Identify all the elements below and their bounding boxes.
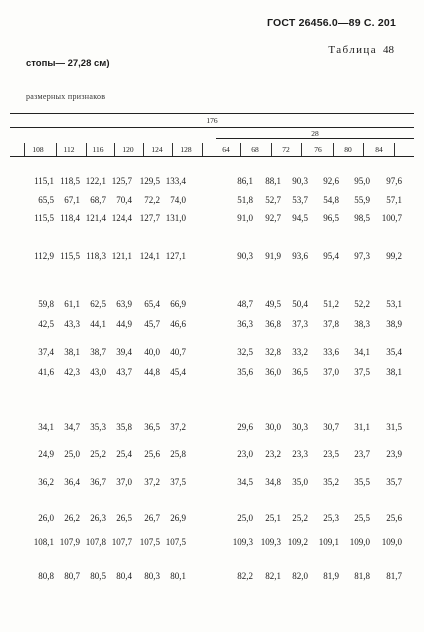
table-cell: 107,8 bbox=[85, 537, 106, 547]
table-cell: 25,0 bbox=[64, 449, 80, 459]
column-header: 84 bbox=[375, 145, 383, 154]
table-cell: 90,3 bbox=[292, 176, 308, 186]
table-cell: 38,1 bbox=[386, 367, 402, 377]
table-cell: 43,7 bbox=[116, 367, 132, 377]
table-cell: 34,8 bbox=[265, 477, 281, 487]
table-cell: 50,4 bbox=[292, 299, 308, 309]
table-cell: 37,2 bbox=[144, 477, 160, 487]
table-cell: 129,5 bbox=[139, 176, 160, 186]
table-cell: 121,1 bbox=[111, 251, 132, 261]
subheading: размерных признаков bbox=[26, 92, 106, 101]
table-cell: 33,6 bbox=[323, 347, 339, 357]
table-cell: 108,1 bbox=[33, 537, 54, 547]
table-cell: 38,7 bbox=[90, 347, 106, 357]
table-cell: 25,2 bbox=[292, 513, 308, 523]
table-cell: 55,9 bbox=[354, 195, 370, 205]
table-cell: 70,4 bbox=[116, 195, 132, 205]
table-cell: 26,9 bbox=[170, 513, 186, 523]
table-word: Таблица bbox=[328, 44, 377, 56]
table-cell: 36,7 bbox=[90, 477, 106, 487]
table-cell: 92,7 bbox=[265, 213, 281, 223]
table-cell: 33,2 bbox=[292, 347, 308, 357]
table-cell: 80,1 bbox=[170, 571, 186, 581]
table-cell: 95,0 bbox=[354, 176, 370, 186]
table-cell: 42,5 bbox=[38, 319, 54, 329]
table-cell: 124,1 bbox=[139, 251, 160, 261]
table-cell: 41,6 bbox=[38, 367, 54, 377]
table-cell: 36,3 bbox=[237, 319, 253, 329]
table-cell: 36,2 bbox=[38, 477, 54, 487]
table-cell: 35,4 bbox=[386, 347, 402, 357]
table-cell: 24,9 bbox=[38, 449, 54, 459]
table-cell: 57,1 bbox=[386, 195, 402, 205]
table-cell: 99,2 bbox=[386, 251, 402, 261]
table-cell: 80,8 bbox=[38, 571, 54, 581]
column-header: 72 bbox=[282, 145, 290, 154]
table-cell: 23,2 bbox=[265, 449, 281, 459]
table-cell: 94,5 bbox=[292, 213, 308, 223]
table-cell: 44,9 bbox=[116, 319, 132, 329]
table-cell: 44,8 bbox=[144, 367, 160, 377]
table-cell: 23,7 bbox=[354, 449, 370, 459]
column-divider bbox=[301, 143, 302, 156]
table-cell: 82,1 bbox=[265, 571, 281, 581]
table-cell: 35,7 bbox=[386, 477, 402, 487]
table-cell: 115,5 bbox=[60, 251, 80, 261]
table-cell: 25,1 bbox=[265, 513, 281, 523]
table-cell: 52,2 bbox=[354, 299, 370, 309]
table-cell: 62,5 bbox=[90, 299, 106, 309]
column-header: 108 bbox=[32, 145, 44, 154]
table-cell: 25,5 bbox=[354, 513, 370, 523]
table-cell: 65,4 bbox=[144, 299, 160, 309]
column-divider bbox=[394, 143, 395, 156]
table-cell: 25,6 bbox=[144, 449, 160, 459]
table-cell: 133,4 bbox=[165, 176, 186, 186]
table-cell: 107,5 bbox=[139, 537, 160, 547]
table-cell: 35,2 bbox=[323, 477, 339, 487]
table-cell: 23,9 bbox=[386, 449, 402, 459]
table-cell: 37,5 bbox=[354, 367, 370, 377]
table-cell: 34,5 bbox=[237, 477, 253, 487]
table-cell: 43,3 bbox=[64, 319, 80, 329]
table-cell: 61,1 bbox=[64, 299, 80, 309]
table-cell: 36,4 bbox=[64, 477, 80, 487]
table-cell: 82,0 bbox=[292, 571, 308, 581]
table-cell: 118,4 bbox=[60, 213, 80, 223]
table-cell: 109,0 bbox=[381, 537, 402, 547]
table-cell: 35,6 bbox=[237, 367, 253, 377]
table-cell: 34,7 bbox=[64, 422, 80, 432]
table-cell: 107,7 bbox=[111, 537, 132, 547]
table-cell: 23,0 bbox=[237, 449, 253, 459]
table-cell: 30,7 bbox=[323, 422, 339, 432]
table-cell: 98,5 bbox=[354, 213, 370, 223]
table-cell: 91,0 bbox=[237, 213, 253, 223]
table-cell: 118,5 bbox=[60, 176, 80, 186]
table-cell: 46,6 bbox=[170, 319, 186, 329]
table-cell: 81,9 bbox=[323, 571, 339, 581]
table-rule-columns bbox=[10, 156, 414, 157]
table-cell: 38,1 bbox=[64, 347, 80, 357]
column-header: 112 bbox=[63, 145, 75, 154]
table-cell: 109,2 bbox=[287, 537, 308, 547]
table-cell: 121,4 bbox=[85, 213, 106, 223]
table-cell: 52,7 bbox=[265, 195, 281, 205]
table-cell: 107,5 bbox=[165, 537, 186, 547]
table-cell: 32,8 bbox=[265, 347, 281, 357]
table-cell: 36,0 bbox=[265, 367, 281, 377]
table-cell: 125,7 bbox=[111, 176, 132, 186]
table-cell: 81,8 bbox=[354, 571, 370, 581]
table-cell: 40,7 bbox=[170, 347, 186, 357]
table-cell: 92,6 bbox=[323, 176, 339, 186]
column-divider bbox=[363, 143, 364, 156]
table-rule-top bbox=[10, 113, 414, 114]
table-cell: 100,7 bbox=[381, 213, 402, 223]
table-rule-group bbox=[10, 127, 414, 128]
table-cell: 29,6 bbox=[237, 422, 253, 432]
table-cell: 23,3 bbox=[292, 449, 308, 459]
table-cell: 25,0 bbox=[237, 513, 253, 523]
table-cell: 25,4 bbox=[116, 449, 132, 459]
table-cell: 80,3 bbox=[144, 571, 160, 581]
table-cell: 86,1 bbox=[237, 176, 253, 186]
table-cell: 38,3 bbox=[354, 319, 370, 329]
table-cell: 109,1 bbox=[318, 537, 339, 547]
table-rule-subgroup bbox=[216, 138, 414, 139]
standard-header: ГОСТ 26456.0—89 С. 201 bbox=[266, 17, 396, 29]
table-cell: 51,2 bbox=[323, 299, 339, 309]
table-cell: 59,8 bbox=[38, 299, 54, 309]
table-cell: 90,3 bbox=[237, 251, 253, 261]
table-cell: 37,5 bbox=[170, 477, 186, 487]
table-cell: 34,1 bbox=[38, 422, 54, 432]
column-header: 80 bbox=[344, 145, 352, 154]
table-cell: 35,8 bbox=[116, 422, 132, 432]
table-cell: 25,8 bbox=[170, 449, 186, 459]
table-cell: 36,5 bbox=[144, 422, 160, 432]
table-cell: 26,0 bbox=[38, 513, 54, 523]
table-cell: 26,2 bbox=[64, 513, 80, 523]
table-cell: 51,8 bbox=[237, 195, 253, 205]
table-cell: 68,7 bbox=[90, 195, 106, 205]
column-header: 64 bbox=[222, 145, 230, 154]
table-cell: 44,1 bbox=[90, 319, 106, 329]
table-cell: 37,4 bbox=[38, 347, 54, 357]
table-cell: 124,4 bbox=[111, 213, 132, 223]
table-cell: 97,6 bbox=[386, 176, 402, 186]
table-cell: 107,9 bbox=[59, 537, 80, 547]
table-cell: 30,3 bbox=[292, 422, 308, 432]
table-cell: 39,4 bbox=[116, 347, 132, 357]
table-cell: 26,7 bbox=[144, 513, 160, 523]
table-cell: 66,9 bbox=[170, 299, 186, 309]
table-cell: 109,3 bbox=[260, 537, 281, 547]
table-cell: 80,7 bbox=[64, 571, 80, 581]
table-cell: 35,3 bbox=[90, 422, 106, 432]
table-cell: 115,5 bbox=[34, 213, 54, 223]
table-cell: 48,7 bbox=[237, 299, 253, 309]
table-cell: 67,1 bbox=[64, 195, 80, 205]
table-cell: 74,0 bbox=[170, 195, 186, 205]
table-label bbox=[328, 44, 394, 56]
table-cell: 23,5 bbox=[323, 449, 339, 459]
table-cell: 115,1 bbox=[34, 176, 54, 186]
table-cell: 37,3 bbox=[292, 319, 308, 329]
table-cell: 97,3 bbox=[354, 251, 370, 261]
table-cell: 118,3 bbox=[86, 251, 106, 261]
table-cell: 80,5 bbox=[90, 571, 106, 581]
table-cell: 25,2 bbox=[90, 449, 106, 459]
table-cell: 65,5 bbox=[38, 195, 54, 205]
table-cell: 54,8 bbox=[323, 195, 339, 205]
table-cell: 63,9 bbox=[116, 299, 132, 309]
group-header-inner: 28 bbox=[311, 129, 319, 138]
table-cell: 91,9 bbox=[265, 251, 281, 261]
table-cell: 32,5 bbox=[237, 347, 253, 357]
table-cell: 37,2 bbox=[170, 422, 186, 432]
table-cell: 93,6 bbox=[292, 251, 308, 261]
table-cell: 38,9 bbox=[386, 319, 402, 329]
table-number: 48 bbox=[383, 44, 394, 56]
table-cell: 26,3 bbox=[90, 513, 106, 523]
table-cell: 34,1 bbox=[354, 347, 370, 357]
table-cell: 36,5 bbox=[292, 367, 308, 377]
table-cell: 37,0 bbox=[116, 477, 132, 487]
table-cell: 81,7 bbox=[386, 571, 402, 581]
table-cell: 42,3 bbox=[64, 367, 80, 377]
table-cell: 96,5 bbox=[323, 213, 339, 223]
table-cell: 88,1 bbox=[265, 176, 281, 186]
table-cell: 80,4 bbox=[116, 571, 132, 581]
table-cell: 45,7 bbox=[144, 319, 160, 329]
table-cell: 35,0 bbox=[292, 477, 308, 487]
group-header-top: 176 bbox=[206, 116, 218, 125]
table-cell: 109,3 bbox=[232, 537, 253, 547]
table-cell: 40,0 bbox=[144, 347, 160, 357]
column-header: 76 bbox=[314, 145, 322, 154]
table-cell: 36,8 bbox=[265, 319, 281, 329]
table-cell: 127,7 bbox=[139, 213, 160, 223]
column-header: 128 bbox=[180, 145, 192, 154]
table-cell: 26,5 bbox=[116, 513, 132, 523]
table-cell: 122,1 bbox=[85, 176, 106, 186]
table-cell: 112,9 bbox=[34, 251, 54, 261]
table-cell: 131,0 bbox=[165, 213, 186, 223]
table-cell: 37,8 bbox=[323, 319, 339, 329]
continuation-text: стопы— 27,28 см) bbox=[26, 58, 110, 69]
column-header: 116 bbox=[92, 145, 104, 154]
table-cell: 109,0 bbox=[349, 537, 370, 547]
table-cell: 31,5 bbox=[386, 422, 402, 432]
table-cell: 25,3 bbox=[323, 513, 339, 523]
table-cell: 35,5 bbox=[354, 477, 370, 487]
table-cell: 43,0 bbox=[90, 367, 106, 377]
column-header: 68 bbox=[251, 145, 259, 154]
table-cell: 72,2 bbox=[144, 195, 160, 205]
table-cell: 45,4 bbox=[170, 367, 186, 377]
table-cell: 95,4 bbox=[323, 251, 339, 261]
table-cell: 49,5 bbox=[265, 299, 281, 309]
table-cell: 53,7 bbox=[292, 195, 308, 205]
table-cell: 127,1 bbox=[165, 251, 186, 261]
table-cell: 31,1 bbox=[354, 422, 370, 432]
column-header: 120 bbox=[122, 145, 134, 154]
table-cell: 82,2 bbox=[237, 571, 253, 581]
table-cell: 30,0 bbox=[265, 422, 281, 432]
column-header: 124 bbox=[151, 145, 163, 154]
table-cell: 53,1 bbox=[386, 299, 402, 309]
column-divider bbox=[202, 143, 203, 156]
table-cell: 25,6 bbox=[386, 513, 402, 523]
table-cell: 37,0 bbox=[323, 367, 339, 377]
